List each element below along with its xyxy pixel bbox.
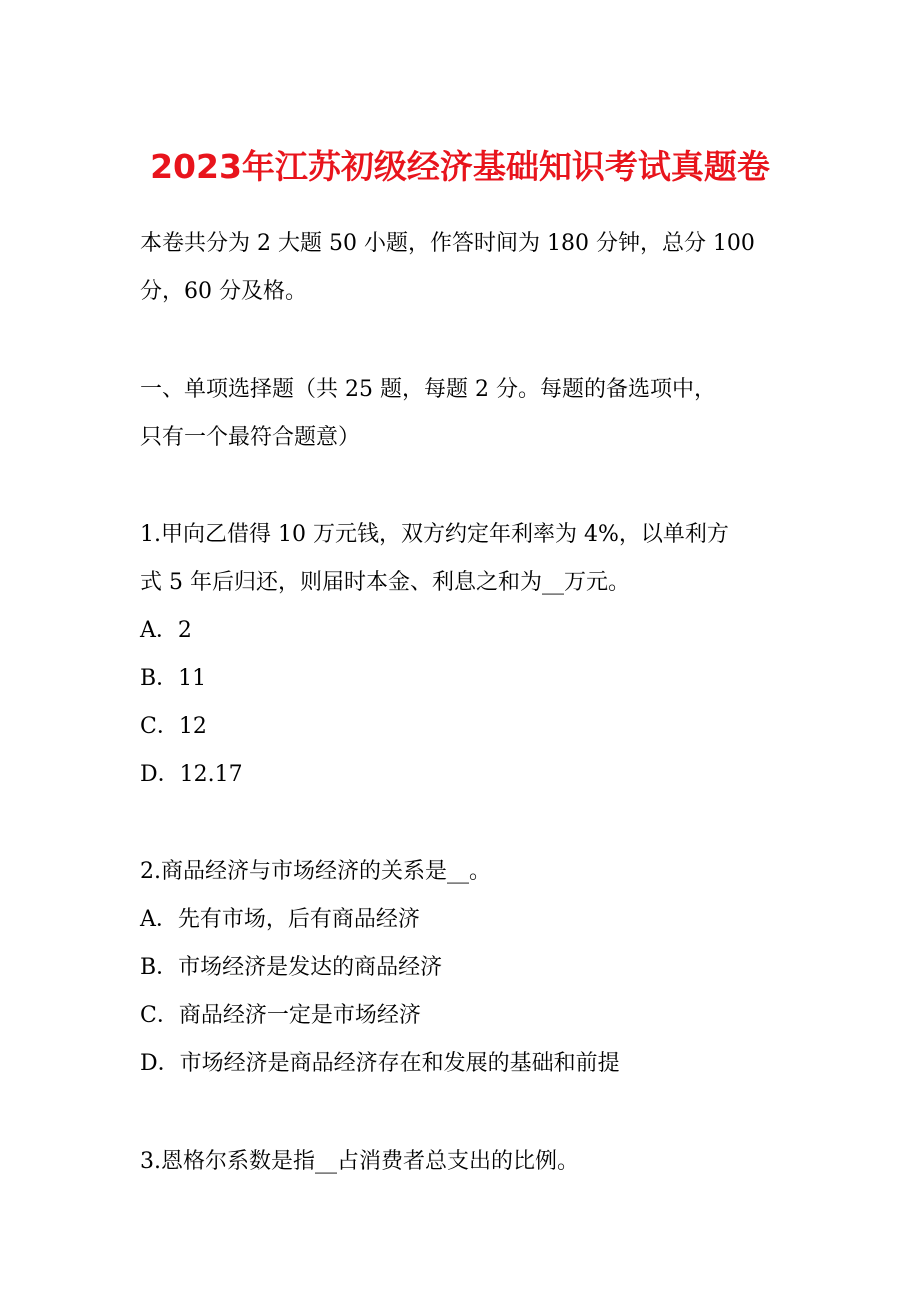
question-2	[140, 848, 800, 1088]
option-b: B．11	[140, 666, 207, 691]
question-stem: 1.甲向乙借得 10 万元钱，双方约定年利率为 4%，以单利方	[140, 522, 729, 547]
intro-line: 分，60 分及格。	[140, 279, 307, 304]
intro-line: 本卷共分为 2 大题 50 小题，作答时间为 180 分钟，总分 100	[140, 231, 755, 256]
question-1	[140, 511, 800, 799]
intro-paragraph	[140, 220, 800, 316]
option-c: C．商品经济一定是市场经济	[140, 1003, 421, 1028]
option-b: B．市场经济是发达的商品经济	[140, 955, 443, 980]
option-d: D．12.17	[140, 762, 243, 787]
option-a: A．2	[140, 618, 192, 643]
section-heading-line: 一、单项选择题（共 25 题，每题 2 分。每题的备选项中，	[140, 377, 716, 402]
question-stem: 2.商品经济与市场经济的关系是__。	[140, 859, 491, 884]
question-stem: 3.恩格尔系数是指__占消费者总支出的比例。	[140, 1149, 579, 1174]
question-stem: 式 5 年后归还，则届时本金、利息之和为__万元。	[140, 570, 630, 595]
option-a: A．先有市场，后有商品经济	[140, 907, 420, 932]
option-c: C．12	[140, 714, 207, 739]
question-3	[140, 1138, 800, 1186]
document-title: 2023年江苏初级经济基础知识考试真题卷	[150, 147, 770, 186]
option-d: D．市场经济是商品经济存在和发展的基础和前提	[140, 1051, 620, 1076]
section-heading-line: 只有一个最符合题意）	[140, 425, 361, 450]
section-heading	[140, 366, 800, 462]
